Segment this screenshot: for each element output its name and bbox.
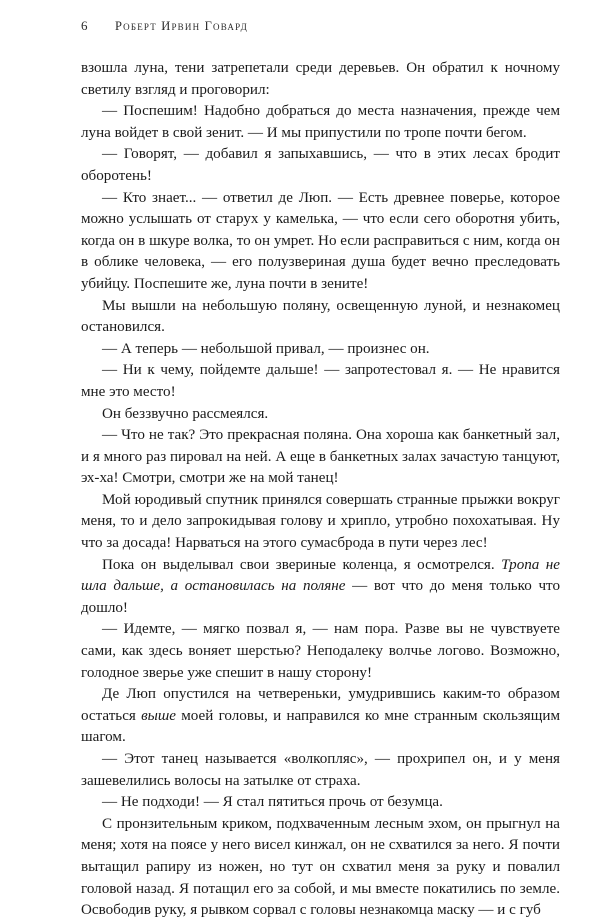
paragraph: Он беззвучно рассмеялся. (102, 405, 269, 422)
page-number: 6 (81, 18, 88, 33)
paragraph (81, 684, 560, 749)
paragraph: — Что не так? Это прекрасная поляна. Она хороша как банкетный зал, и я много раз пировал на ней. А еще в банкетных залах зачастую танцуют, эх-ха! Смотри, смотри же на мой танец! (81, 427, 560, 487)
paragraph: — Идемте, — мягко позвал я, — нам пора. Разве вы не чувствуете сами, как здесь воняет шерстью? Неподалеку волчье логово. Возможно, голодное зверье уже спешит в нашу сторону! (81, 621, 560, 681)
paragraph-text: Пока он выделывал свои звериные коленца, я осмотрелся. (102, 556, 502, 573)
paragraph-text: моей головы, и направился ко мне странным скользящим шагом. (81, 707, 561, 746)
paragraph: — Говорят, — добавил я запыхавшись, — что в этих лесах бродит оборотень! (81, 146, 560, 184)
body-text (81, 58, 560, 922)
paragraph (81, 555, 560, 620)
running-head (81, 18, 560, 44)
paragraph: — Поспешим! Надобно добраться до места назначения, прежде чем луна войдет в свой зенит. — И мы припустили по тропе почти бегом. (81, 103, 560, 141)
italic-phrase: Тропа не шла дальше, а остановилась на поляне (81, 556, 560, 595)
paragraph: — Кто знает... — ответил де Люп. — Есть древнее поверье, которое можно услышать от старух у камелька, — что если сего оборотня убить, когда он в шкуре волка, то он умрет. Но если расправиться с ним, когда он в облике человека, — его полузвериная душа будет вечно преследовать убийцу. Поспешите же, луна почти в зените! (81, 189, 560, 292)
paragraph: — Не подходи! — Я стал пятиться прочь от безумца. (102, 794, 443, 811)
paragraph: взошла луна, тени затрепетали среди деревьев. Он обратил к ночному светилу взгляд и проговорил: (81, 60, 560, 98)
italic-word: выше (141, 707, 176, 724)
paragraph: Мой юродивый спутник принялся совершать странные прыжки вокруг меня, то и дело запрокидывая голову и хрипло, утробно похохатывая. Ну что за досада! Нарваться на этого сумасброда в пути через лес! (81, 491, 560, 552)
paragraph: — Этот танец называется «волкопляс», — прохрипел он, и у меня зашевелились волосы на затылке от страха. (81, 751, 560, 789)
paragraph-text: Де Люп опустился на четвереньки, умудрившись каким-то образом остаться (81, 686, 560, 724)
paragraph: Мы вышли на небольшую поляну, освещенную луной, и незнакомец остановился. (81, 297, 560, 336)
paragraph: — А теперь — небольшой привал, — произнес он. (102, 340, 430, 357)
running-head-author: Роберт Ирвин Говард (115, 19, 248, 33)
paragraph: С пронзительным криком, подхваченным лесным эхом, он прыгнул на меня; хотя на поясе у него висел кинжал, он не схватился за него. Я почти вытащил рапиру из ножен, но тут он схватил меня за руку и повалил головой назад. Я потащил его за собой, и мы вместе покатились по земле. Освободив руку, я рывком сорвал с головы незнакомца маску — и с губ (81, 815, 560, 919)
paragraph: — Ни к чему, пойдемте дальше! — запротестовал я. — Не нравится мне это место! (81, 362, 560, 400)
paragraph-text: — вот что до меня только что дошло! (81, 578, 560, 616)
